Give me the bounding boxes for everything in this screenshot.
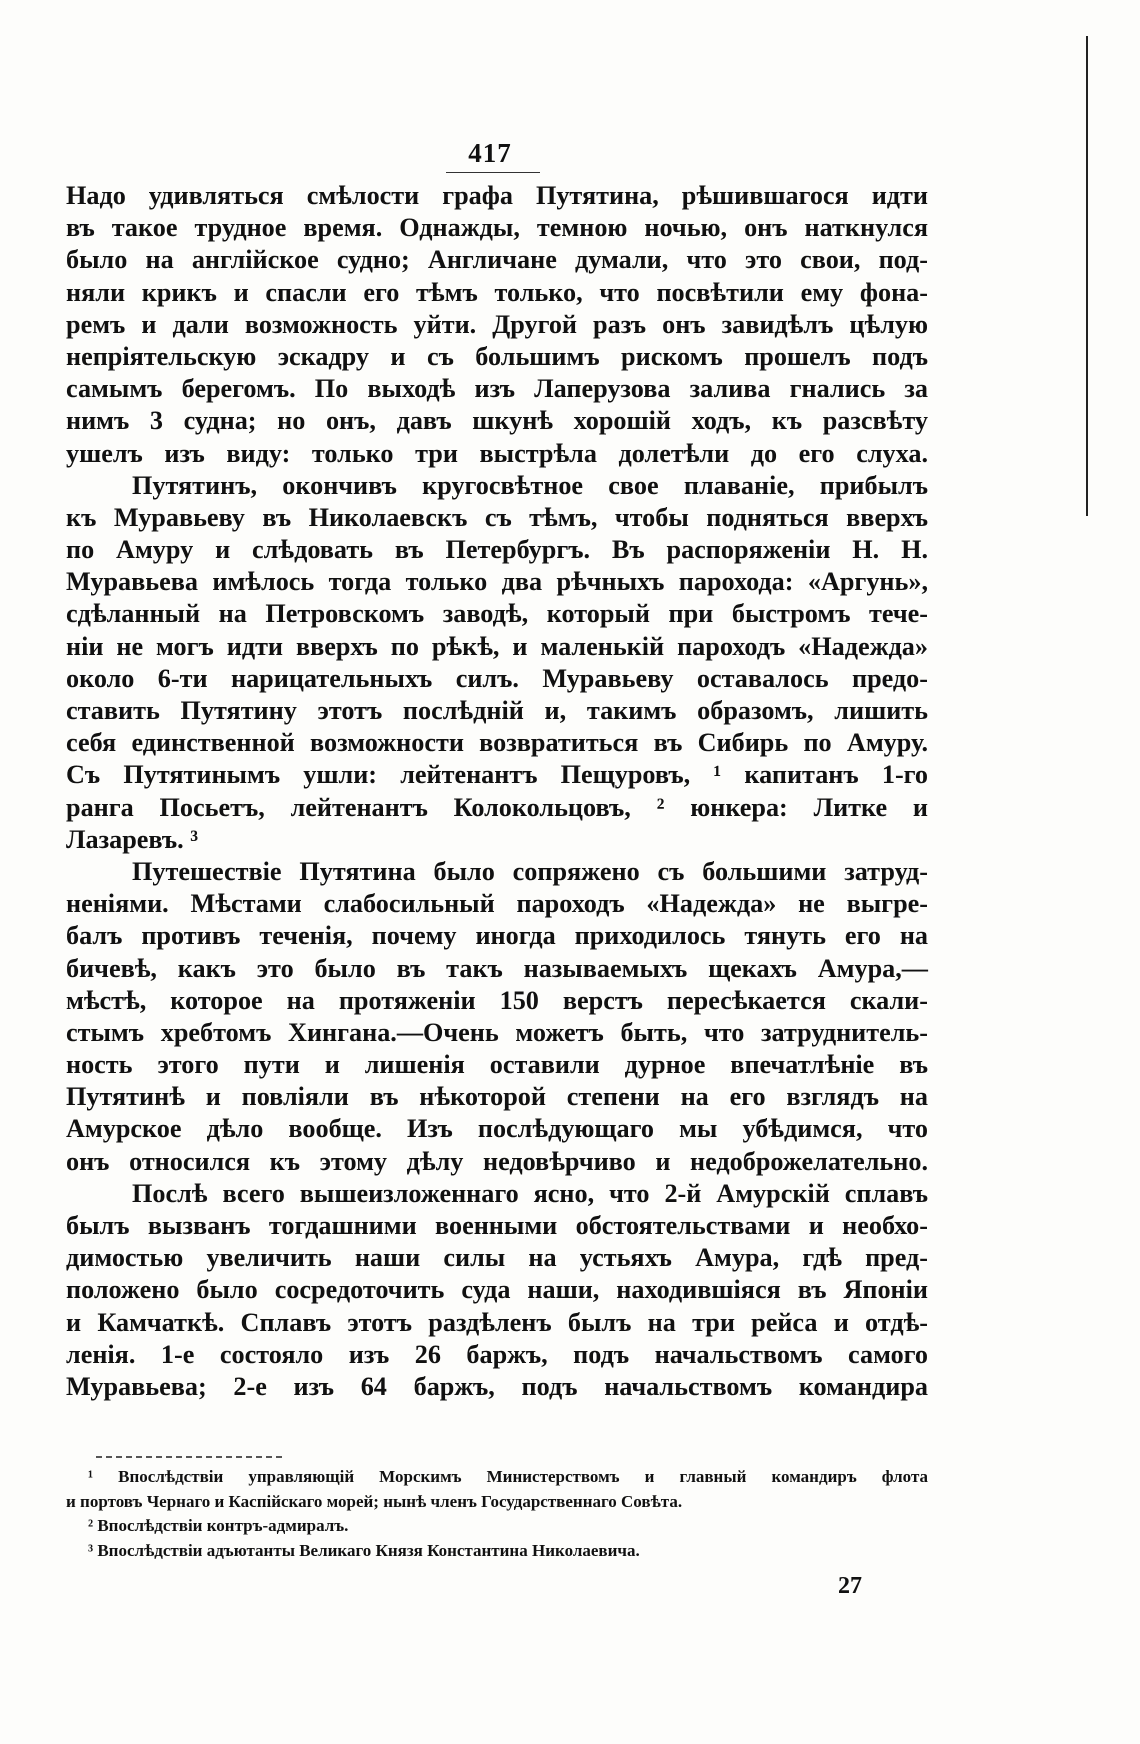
text-line: къ Муравьеву въ Николаевскъ съ тѣмъ, чтобы подняться вверхъ [66, 502, 928, 532]
text-line: бичевѣ, какъ это было въ такъ называемыхъ щекахъ Амура,— [66, 953, 928, 983]
text-line: ранга Посьетъ, лейтенантъ Колокольцовъ, ² юнкера: Литке и [66, 792, 928, 822]
text-line: димостью увеличить наши силы на устьяхъ Амура, гдѣ пред- [66, 1243, 928, 1273]
text-line: стымъ хребтомъ Хингана.—Очень можетъ быть, что затруднитель- [66, 1017, 928, 1047]
text-line: Послѣ всего вышеизложеннаго ясно, что 2-й Амурскій сплавъ [132, 1178, 928, 1208]
text-line: нимъ 3 судна; но онъ, давъ шкунѣ хорошій ходъ, къ разсвѣту [66, 406, 928, 436]
page-number: 417 [468, 138, 512, 168]
text-line: Путятинъ, окончивъ кругосвѣтное свое плаваніе, прибылъ [132, 470, 928, 500]
text-line: ленія. 1-е состояло изъ 26 баржъ, подъ начальствомъ самого [66, 1339, 928, 1369]
footnote-line: ¹ Впослѣдствіи управляющій Морскимъ Министерствомъ и главный командиръ флота [88, 1467, 928, 1486]
text-line: Путятинѣ и повліяли въ нѣкоторой степени на его взглядъ на [66, 1082, 928, 1112]
footnote-line: ³ Впослѣдствіи адъютанты Великаго Князя Константина Николаевича. [88, 1540, 640, 1560]
text-line: Съ Путятинымъ ушли: лейтенантъ Пещуровъ, ¹ капитанъ 1-го [66, 760, 928, 790]
text-line: былъ вызванъ тогдашними военными обстоятельствами и необхо- [66, 1211, 928, 1240]
text-line: было на англійское судно; Англичане думали, что это свои, под- [66, 245, 928, 275]
footnote-separator [96, 1456, 282, 1458]
scan-edge-line [1086, 36, 1088, 516]
text-line: мѣстѣ, которое на протяженіи 150 верстъ пересѣкается скали- [66, 985, 928, 1015]
text-line: неніями. Мѣстами слабосильный пароходъ «Надежда» не выгре- [66, 889, 928, 919]
text-line: Лазаревъ. ³ [66, 824, 199, 854]
text-line: ставить Путятину этотъ послѣдній и, такимъ образомъ, лишить [66, 696, 928, 725]
text-line: Муравьева; 2-е изъ 64 баржъ, подъ начальствомъ командира [66, 1371, 928, 1401]
text-line: положено было сосредоточить суда наши, находившіяся въ Японіи [66, 1275, 928, 1305]
body-text [66, 180, 928, 1403]
text-line: ность этого пути и лишенія оставили дурное впечатлѣніе въ [66, 1050, 928, 1080]
text-line: ремъ и дали возможность уйти. Другой разъ онъ завидѣлъ цѣлую [66, 309, 928, 339]
text-line: балъ противъ теченія, почему иногда приходилось тянуть его на [66, 921, 928, 951]
text-line: ніи не могъ идти вверхъ по рѣкѣ, и маленькій пароходъ «Надежда» [66, 631, 928, 661]
signature-mark: 27 [838, 1573, 862, 1599]
text-line: Надо удивляться смѣлости графа Путятина, рѣшившагося идти [66, 181, 928, 210]
footnotes [66, 1465, 928, 1563]
text-line: по Амуру и слѣдовать въ Петербургъ. Въ распоряженіи Н. Н. [66, 535, 928, 565]
text-line: ушелъ изъ виду: только три выстрѣла долетѣли до его слуха. [66, 438, 928, 468]
text-line: въ такое трудное время. Однажды, темною ночью, онъ наткнулся [66, 213, 928, 243]
footnote-line: ² Впослѣдствіи контръ-адмиралъ. [88, 1516, 349, 1535]
text-line: непріятельскую эскадру и съ большимъ рискомъ прошелъ подъ [66, 341, 928, 371]
text-line: няли крикъ и спасли его тѣмъ только, что посвѣтили ему фона- [66, 277, 928, 307]
footnote-line: и портовъ Чернаго и Каспійскаго морей; нынѣ членъ Государственнаго Совѣта. [66, 1491, 683, 1511]
text-line: Путешествіе Путятина было сопряжено съ большими затруд- [132, 856, 928, 886]
text-line: Амурское дѣло вообще. Изъ послѣдующаго мы убѣдимся, что [66, 1114, 928, 1144]
text-line: и Камчаткѣ. Сплавъ этотъ раздѣленъ былъ на три рейса и отдѣ- [66, 1307, 928, 1337]
text-line: самымъ берегомъ. По выходѣ изъ Лаперузова залива гнались за [66, 374, 928, 404]
text-line: онъ относился къ этому дѣлу недовѣрчиво и недоброжелательно. [66, 1146, 928, 1176]
text-line: себя единственной возможности возвратиться въ Сибирь по Амуру. [66, 728, 928, 758]
text-line: около 6-ти нарицательныхъ силъ. Муравьеву оставалось предо- [66, 663, 928, 693]
text-line: Муравьева имѣлось тогда только два рѣчныхъ парохода: «Аргунь», [66, 567, 928, 597]
text-line: сдѣланный на Петровскомъ заводѣ, который при быстромъ тече- [66, 599, 928, 629]
page-number-rule [446, 172, 540, 173]
